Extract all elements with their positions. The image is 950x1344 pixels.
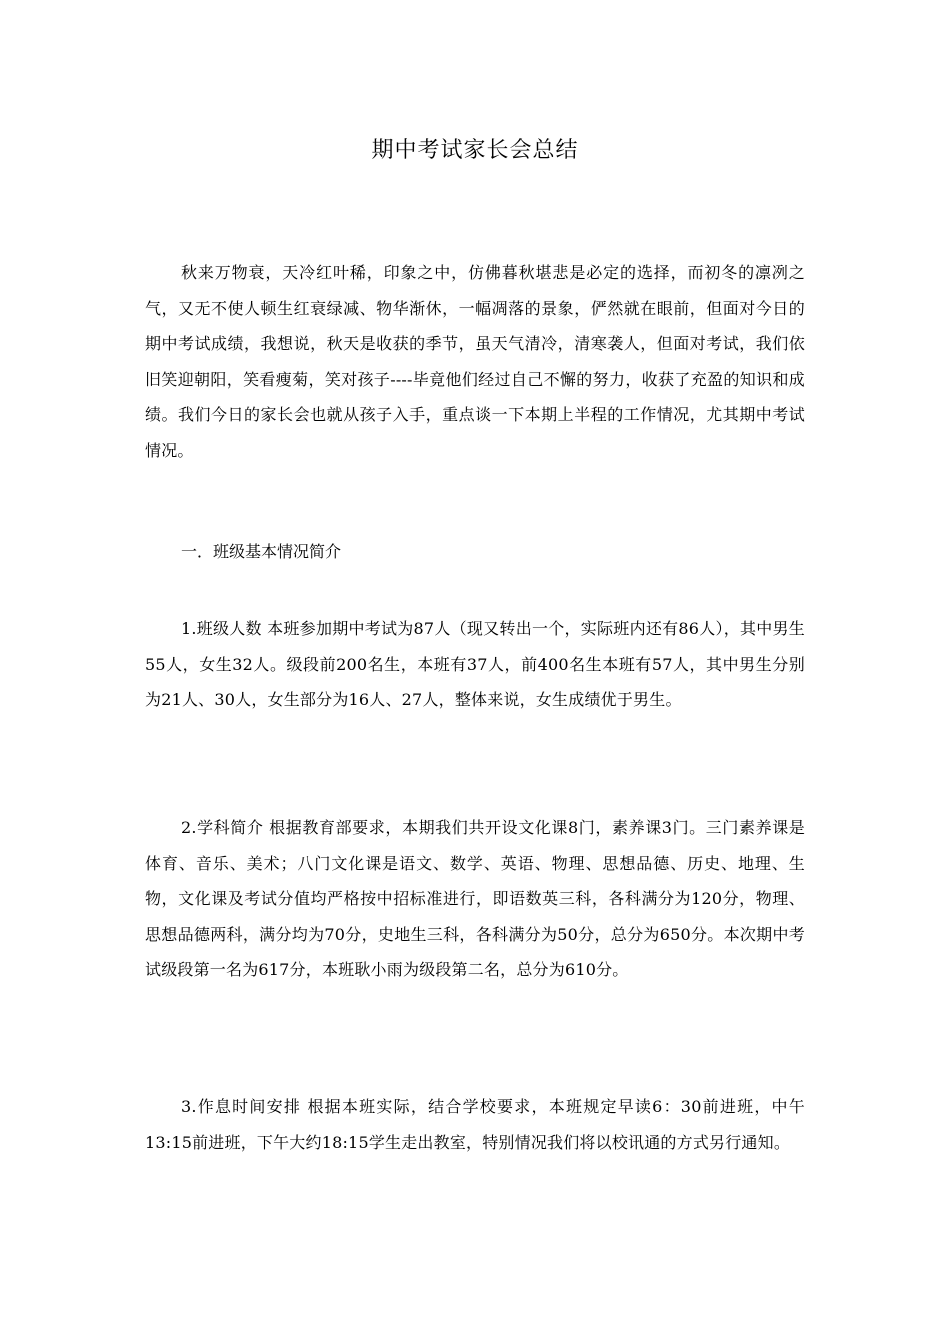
paragraph-class-size: 1.班级人数 本班参加期中考试为87人（现又转出一个，实际班内还有86人），其中男生55人，女生32人。级段前200名生，本班有37人，前400名生本班有57人，其中男生分别为21人、30人，女生部分为16人、27人，整体来说，女生成绩优于男生。 bbox=[145, 619, 805, 710]
paragraph-schedule: 3.作息时间安排 根据本班实际，结合学校要求，本班规定早读6：30前进班，中午13:15前进班，下午大约18:15学生走出教室，特别情况我们将以校讯通的方式另行通知。 bbox=[145, 1097, 805, 1152]
document-title: 期中考试家长会总结 bbox=[371, 138, 579, 163]
section-heading: 一．班级基本情况简介 bbox=[181, 542, 342, 561]
intro-paragraph: 秋来万物衰，天冷红叶稀，印象之中，仿佛暮秋堪悲是必定的选择，而初冬的凛冽之气，又无不使人顿生红衰绿减、物华渐休，一幅凋落的景象，俨然就在眼前，但面对今日的期中考试成绩，我想说，秋天是收获的季节，虽天气清冷，清寒袭人，但面对考试，我们依旧笑迎朝阳，笑看瘦菊，笑对孩子----毕竟他们经过自己不懈的努力，收获了充盈的知识和成绩。我们今日的家长会也就从孩子入手，重点谈一下本期上半程的工作情况，尤其期中考试情况。 bbox=[145, 263, 805, 460]
paragraph-subjects: 2.学科简介 根据教育部要求，本期我们共开设文化课8门，素养课3门。三门素养课是体育、音乐、美术；八门文化课是语文、数学、英语、物理、思想品德、历史、地理、生物，文化课及考试分值均严格按中招标准进行，即语数英三科，各科满分为120分，物理、思想品德两科，满分均为70分，史地生三科，各科满分为50分，总分为650分。本次期中考试级段第一名为617分，本班耿小雨为级段第二名，总分为610分。 bbox=[145, 818, 805, 980]
